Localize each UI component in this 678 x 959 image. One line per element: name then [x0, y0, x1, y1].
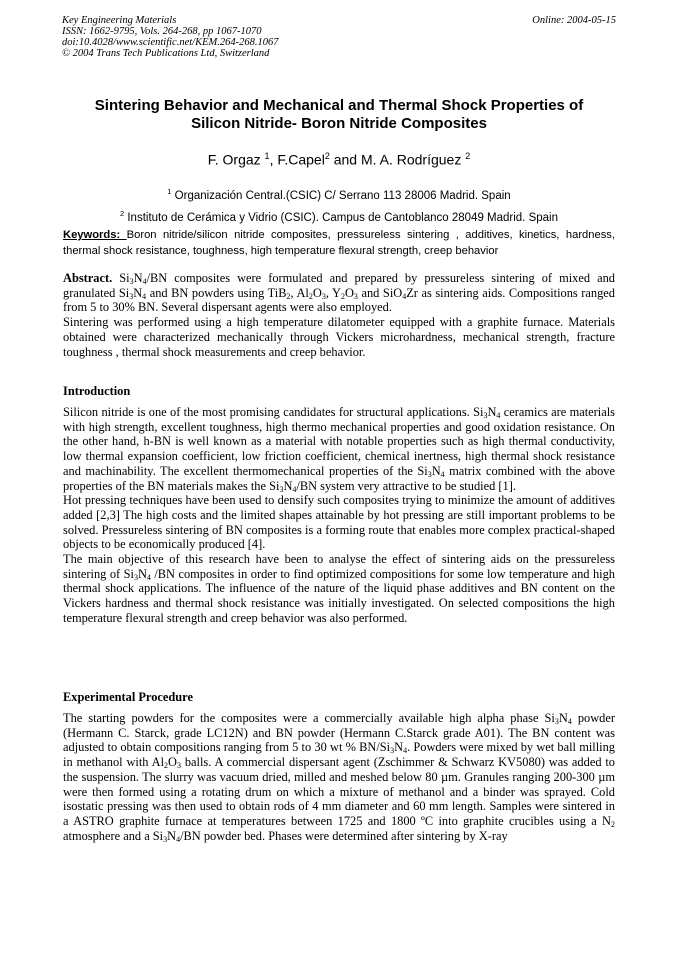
subscript: 2 — [308, 291, 313, 301]
subscript: 4 — [403, 746, 408, 756]
text-run: N — [431, 463, 441, 478]
issn-line: ISSN: 1662-9795, Vols. 264-268, pp 1067-1070 — [62, 26, 262, 37]
affiliation-2-marker: 2 — [120, 208, 125, 218]
abstract-paragraph-2: Sintering was performed using a high temperature dilatometer equipped with a graphite furnace. Materials obtained were characterized mechanically through Vickers microhardness, mechanical strength, fracture toughness , thermal shock measurements and creep behavior. — [63, 315, 615, 359]
author-2: , F.Capel — [269, 151, 325, 168]
text-run: and SiO — [357, 285, 403, 300]
subscript: 3 — [177, 761, 181, 771]
abstract — [63, 271, 615, 359]
subscript: 4 — [146, 572, 151, 582]
affiliation-2-text: Instituto de Cerámica y Vidrio (CSIC). Campus de Cantoblanco 28049 Madrid. Spain — [124, 211, 558, 224]
subscript: 4 — [142, 277, 147, 286]
text-run: matrix combined with the above properties of the BN materials makes the Si — [63, 463, 615, 493]
text-run: O — [168, 755, 177, 770]
text-run: Si — [112, 271, 130, 285]
text-run: /BN composites in order to find optimized compositions for some low temperature and high thermal shock applications. The influence of the nature of the liquid phase additives and BN content on the Vickers hardness and thermal shock resistance was initially investigated. On selected compositions the high temperature flexural strength and creep behavior was also performed. — [63, 566, 615, 625]
experimental-body — [63, 711, 615, 843]
keywords — [63, 228, 615, 259]
text-run: powder (Hermann C. Starck, grade LC12N) and BN powder (Hermann C.Starck grade A01). The BN content was adjusted to obtain compositions ranging from 5 to 30 wt % BN/Si — [63, 711, 615, 755]
subscript: 2 — [340, 291, 345, 301]
experimental-heading: Experimental Procedure — [63, 690, 193, 704]
subscript: 4 — [402, 291, 407, 301]
subscript: 3 — [133, 572, 138, 582]
introduction-heading: Introduction — [63, 384, 131, 398]
author-1-affil: 1 — [264, 151, 270, 161]
affiliation-1 — [40, 183, 638, 205]
subscript: 3 — [427, 469, 432, 479]
text-run: N — [137, 566, 147, 581]
subscript: 3 — [554, 717, 559, 726]
subscript: 3 — [163, 834, 168, 844]
text-run: /BN composites were formulated and prepared by pressureless sintering of mixed and granulated Si — [63, 271, 615, 300]
affiliation-1-marker: 1 — [167, 187, 172, 196]
subscript: 3 — [483, 411, 488, 420]
text-run: N — [133, 285, 143, 300]
affiliation-2 — [40, 205, 638, 227]
text-run: N — [283, 478, 293, 493]
author-3: and M. A. Rodríguez — [329, 151, 466, 168]
text-run: /BN system very attractive to be studied [1]. — [296, 478, 516, 493]
affiliation-1-text: Organización Central.(CSIC) C/ Serrano 113 28006 Madrid. Spain — [171, 189, 511, 202]
text-run: /BN powder bed. Phases were determined after sintering by X-ray — [180, 828, 508, 843]
text-run: O — [312, 285, 322, 300]
text-run: Silicon nitride is one of the most promising candidates for structural applications. Si — [63, 405, 484, 419]
subscript: 2 — [286, 291, 291, 301]
text-run: The main objective of this research have been to analyse the effect of sintering aids on the pressureless sintering of Si — [63, 552, 615, 581]
introduction-body — [63, 405, 615, 626]
text-run: . Powders were mixed by wet ball milling in methanol with Al — [63, 740, 615, 770]
subscript: 3 — [390, 746, 395, 756]
keywords-label: Keywords: — [63, 229, 127, 241]
experimental-paragraph-1 — [63, 711, 615, 843]
subscript: 3 — [353, 291, 358, 301]
subscript: 2 — [611, 819, 615, 829]
subscript: 3 — [129, 277, 134, 286]
journal-header — [62, 15, 442, 59]
subscript: 4 — [292, 484, 297, 494]
subscript: 3 — [129, 291, 134, 301]
abstract-label: Abstract. — [63, 271, 113, 285]
subscript: 3 — [279, 484, 284, 494]
text-run: ceramics are materials with high strength, excellent toughness, high thermo mechanical properties and good oxidation resistance. On the other hand, h-BN is well known as a material with notable properties such as high thermal conductivity, low thermal expansion coefficient, low friction coefficient, chemical inertness, high thermal shock resistance and machinability. The excellent thermomechanical properties of the Si — [63, 405, 616, 478]
text-run: and BN powders using TiB — [146, 285, 287, 300]
copyright-line: © 2004 Trans Tech Publications Ltd, Switzerland — [62, 48, 270, 59]
subscript: 2 — [164, 761, 169, 771]
text-run: , Al — [290, 285, 309, 300]
subscript: 4 — [440, 469, 445, 479]
text-run: N — [394, 740, 404, 755]
subscript: 4 — [176, 834, 181, 844]
text-run: The starting powders for the composites were a commercially available high alpha phase Si — [63, 711, 555, 725]
text-run: Zr as sintering aids. Compositions ranged from 5 to 30% BN. Several dispersant agents were also employed. — [63, 285, 616, 315]
author-list — [40, 147, 638, 169]
text-run: O — [344, 285, 354, 300]
doi-line: doi:10.4028/www.scientific.net/KEM.264-268.1067 — [62, 37, 279, 48]
subscript: 4 — [142, 291, 147, 301]
title-line-2: Silicon Nitride- Boron Nitride Composites — [191, 115, 487, 132]
affiliations — [40, 183, 638, 227]
subscript: 4 — [567, 717, 572, 726]
intro-paragraph-2: Hot pressing techniques have been used to densify such composites trying to minimize the amount of additives added [2,3] The high costs and the limited shapes attainable by hot pressing are still important problems to be solved. Pressureless sintering of BN composites is a forming route that enables more complex practical-shaped objects to be economically produced [4]. — [63, 493, 615, 552]
subscript: 4 — [496, 411, 501, 420]
abstract-paragraph-1 — [63, 271, 615, 315]
author-1: F. Orgaz — [207, 151, 265, 168]
online-date: Online: 2004-05-15 — [532, 15, 616, 26]
text-run: N — [487, 405, 497, 419]
text-run: N — [167, 828, 177, 843]
journal-name: Key Engineering Materials — [62, 15, 177, 26]
author-2-affil: 2 — [324, 151, 330, 161]
text-run: , Y — [325, 285, 341, 300]
author-3-affil: 2 — [465, 151, 471, 161]
subscript: 3 — [321, 291, 326, 301]
keywords-text: Boron nitride/silicon nitride composites, pressureless sintering , additives, kinetics, hardness, thermal shock resistance, toughness, high temperature flexural strength, creep behavior — [63, 229, 615, 257]
paper-title — [40, 97, 638, 133]
intro-paragraph-1 — [63, 405, 615, 493]
text-run: N — [558, 711, 568, 725]
text-run: balls. A commercial dispersant agent (Zschimmer & Schwarz KV5080) was added to the suspension. The slurry was vacuum dried, milled and meshed below 80 µm. Granules ranging 200-300 µm were then formed using a rotating drum on which a mixture of methanol and a binder was sprayed. Cold isostatic pressing was then used to obtain rods of 4 mm diameter and 60 mm length. Samples were sintered in a ASTRO graphite furnace at temperatures between 1725 and 1800 ºC into graphite crucibles using a N — [63, 755, 616, 828]
text-run: atmosphere and a Si — [63, 828, 164, 843]
title-line-1: Sintering Behavior and Mechanical and Thermal Shock Properties of — [94, 97, 584, 114]
intro-paragraph-3 — [63, 552, 615, 626]
text-run: N — [133, 271, 143, 285]
